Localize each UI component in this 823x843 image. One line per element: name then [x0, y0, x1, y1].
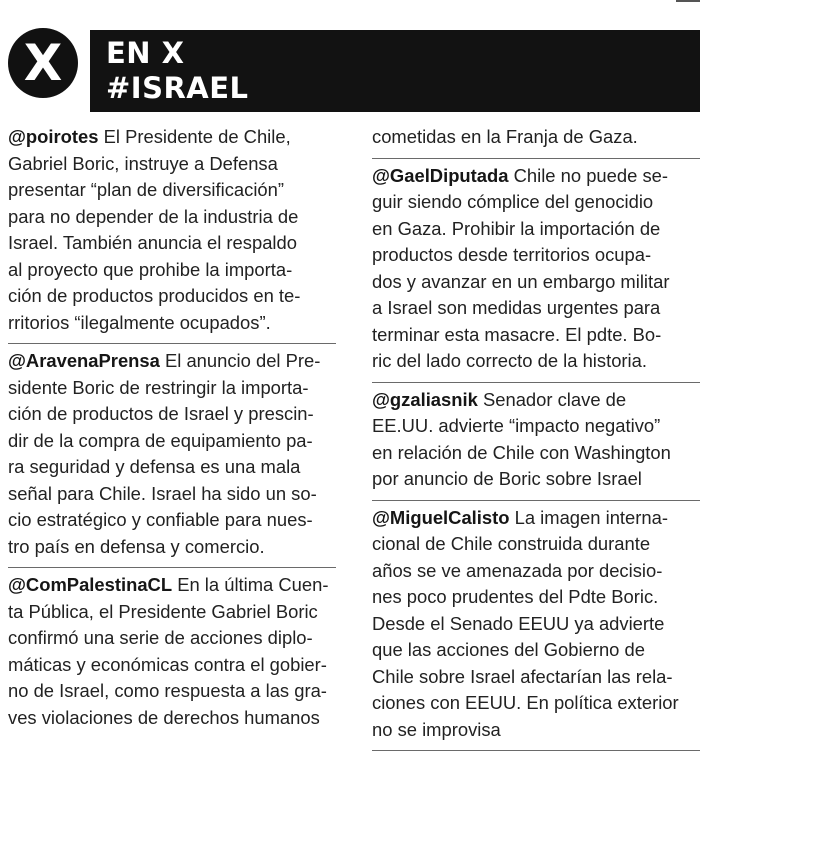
post-handle[interactable]: @poirotes	[8, 126, 99, 147]
post-text-line: presentar “plan de diversificación”	[8, 179, 284, 200]
logo-letter: X	[23, 34, 63, 92]
post-text-line: ves violaciones de derechos humanos	[8, 706, 320, 728]
post-text-line: años se ve amenazada por decisio-	[372, 559, 663, 581]
post-text-line: La imagen interna-	[514, 506, 668, 528]
post-text-line: cio estratégico y confiable para nues-	[8, 509, 313, 530]
post-text-line: dir de la compra de equipamiento pa-	[8, 429, 313, 451]
post-text-line: ric del lado correcto de la historia.	[372, 350, 647, 371]
post-handle[interactable]: @gzaliasnik	[372, 388, 478, 410]
post-text-line: a Israel son medidas urgentes para	[372, 297, 661, 318]
post-gaeldiputada	[372, 159, 700, 383]
post-text-line: no de Israel, como respuesta a las gra-	[8, 680, 327, 701]
x-logo-icon	[8, 28, 78, 98]
post-text-line: ta Pública, el Presidente Gabriel Boric	[8, 600, 318, 622]
post-text-line: El Presidente de Chile,	[103, 126, 291, 147]
banner-hashtag: #ISRAEL	[106, 71, 249, 105]
post-handle[interactable]: @AravenaPrensa	[8, 350, 160, 371]
post-text-line: Chile sobre Israel afectarían las rela-	[372, 665, 673, 687]
post-text-line: rritorios “ilegalmente ocupados”.	[8, 311, 271, 333]
post-text-line: tro país en defensa y comercio.	[8, 535, 265, 557]
post-text-line: para no depender de la industria de	[8, 205, 299, 227]
banner-title: EN X	[106, 36, 185, 70]
post-handle[interactable]: @ComPalestinaCL	[8, 574, 173, 595]
post-text-line: ción de productos producidos en te-	[8, 285, 301, 306]
post-compalestinacl-continued	[372, 120, 700, 159]
post-poirotes	[8, 120, 336, 344]
post-text-line: Chile no puede se-	[513, 164, 668, 186]
post-text-line: máticas y económicas contra el gobier-	[8, 653, 327, 675]
post-text-line: confirmó una serie de acciones diplo-	[8, 627, 313, 648]
post-text-line: señal para Chile. Israel ha sido un so-	[8, 482, 317, 504]
post-text-line: al proyecto que prohibe la importa-	[8, 258, 293, 280]
section-banner	[90, 30, 700, 112]
post-text-line: Israel. También anuncia el respaldo	[8, 232, 297, 253]
post-text-line: nes poco prudentes del Pdte Boric.	[372, 586, 659, 607]
post-text-line: cional de Chile construida durante	[372, 533, 651, 554]
post-text-line: Senador clave de	[482, 388, 627, 410]
post-text-line: no se improvisa	[372, 718, 501, 740]
post-compalestinacl	[8, 568, 336, 738]
post-text-line: en relación de Chile con Washington	[372, 441, 671, 463]
post-text-line: cometidas en la Franja de Gaza.	[372, 126, 638, 147]
post-text-line: que las acciones del Gobierno de	[372, 639, 645, 660]
post-text-line: El anuncio del Pre-	[164, 350, 321, 371]
post-text-line: guir siendo cómplice del genocidio	[372, 191, 654, 212]
post-miguelcalisto	[372, 501, 700, 752]
top-rule	[676, 0, 700, 2]
post-text-line: EE.UU. advierte “impacto negativo”	[372, 415, 661, 436]
post-text-line: en Gaza. Prohibir la importación de	[372, 217, 661, 239]
post-text-line: dos y avanzar en un embargo militar	[372, 270, 670, 292]
post-text-line: Desde el Senado EEUU ya advierte	[372, 612, 665, 634]
post-handle[interactable]: @MiguelCalisto	[372, 506, 510, 528]
right-column	[372, 120, 700, 751]
post-text-line: por anuncio de Boric sobre Israel	[372, 468, 642, 489]
left-column	[8, 120, 336, 738]
post-text-line: ra seguridad y defensa es una mala	[8, 456, 301, 477]
post-text-line: En la última Cuen-	[177, 574, 329, 595]
post-aravenaprensa	[8, 344, 336, 568]
post-handle[interactable]: @GaelDiputada	[372, 164, 509, 186]
post-text-line: Gabriel Boric, instruye a Defensa	[8, 152, 278, 174]
post-text-line: ciones con EEUU. En política exterior	[372, 692, 679, 713]
post-text-line: terminar esta masacre. El pdte. Bo-	[372, 323, 662, 345]
post-gzaliasnik	[372, 383, 700, 501]
post-text-line: ción de productos de Israel y prescin-	[8, 403, 314, 424]
post-text-line: sidente Boric de restringir la importa-	[8, 376, 309, 398]
post-text-line: productos desde territorios ocupa-	[372, 244, 652, 265]
